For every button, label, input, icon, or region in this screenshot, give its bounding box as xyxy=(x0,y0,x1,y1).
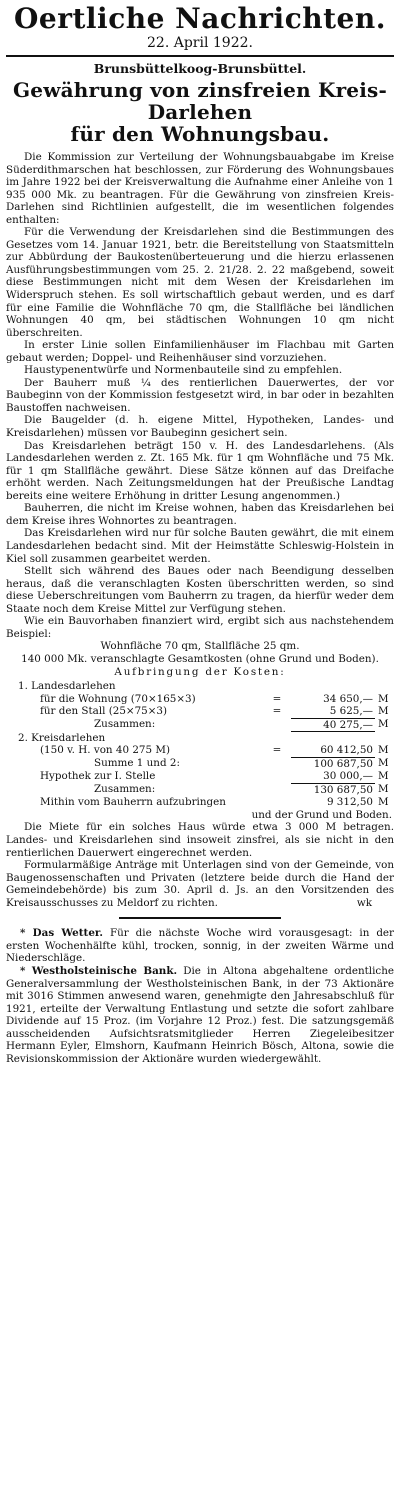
financing-value: 100 687,50 xyxy=(313,757,373,770)
financing-sign: = xyxy=(272,692,282,705)
note-text: Die in Altona abgehaltene ordentliche Generalversammlung der Westholsteinischen Bank, in der 73 Aktionäre mit 3016 Stimmen anwesend waren, genehmigte den Jahresabschluß für 1921, erteilte der Verwaltung Entlastung und setzte die sofort zahlbare Dividende auf 15 Proz. (im Vorjahre 12 Proz.) fest. Die satzungsgemäß ausscheidenden Aufsichtsratsmitglieder Herren Ziegeleibesitzer Hermann Eyler, Elmshorn, Kaufmann Heinrich Bösch, Altona, sowie die Revisionskommission der Aktionäre wurden wiedergewählt. xyxy=(6,964,395,1065)
issue-date: 22. April 1922. xyxy=(147,35,253,51)
financing-row xyxy=(6,796,394,809)
financing-row xyxy=(6,718,394,732)
financing-value xyxy=(291,680,375,693)
financing-sign xyxy=(263,680,291,693)
financing-sign xyxy=(263,732,291,745)
financing-row xyxy=(6,744,394,757)
paragraph: Das Kreisdarlehen beträgt 150 v. H. des Landesdarlehens. (Als Landesdarlehen werden z. Zt. 165 Mk. für 1 qm Wohnfläche und 75 Mk. für 1 qm Stallfläche gewährt. Diese Sätze können auf das Dreifache erhöht werden. Nach Zeitungsmeldungen hat der Preußische Landtag bereits eine weitere Erhöhung in dritter Lesung angenommen.) xyxy=(6,439,394,502)
financing-sign xyxy=(263,757,291,770)
financing-sign xyxy=(263,796,291,809)
example-cost-line: 140 000 Mk. veranschlagte Gesamtkosten (ohne Grund und Boden). xyxy=(21,652,379,665)
financing-row xyxy=(6,783,394,796)
paragraph: Die Miete für ein solches Haus würde etwa 3 000 M betragen. Landes- und Kreisdarlehen sind insoweit zinsfrei, als sie nicht in den rentierlichen Dauerwert eingerechnet werden. xyxy=(6,821,394,859)
financing-label: Zusammen: xyxy=(94,783,156,796)
financing-row xyxy=(6,693,394,706)
financing-label: Hypothek zur I. Stelle xyxy=(40,770,156,783)
paragraph: Stellt sich während des Baues oder nach Beendigung desselben heraus, daß die veranschlagten Kosten überschritten werden, so sind diese Ueberschreitungen vom Bauherrn zu tragen, da hierfür weder dem Staate noch dem Kreise Mittel zur Verfügung stehen. xyxy=(6,565,394,615)
currency-symbol: M xyxy=(378,770,389,783)
weather-note xyxy=(6,927,394,965)
financing-value: 30 000,— xyxy=(291,770,375,783)
currency-symbol: M xyxy=(378,705,389,718)
financing-value: 40 275,— xyxy=(291,718,375,732)
financing-row xyxy=(6,809,394,822)
paragraph: Haustypenentwürfe und Normenbauteile sind zu empfehlen. xyxy=(24,364,343,377)
headline-line-1: Gewährung von zinsfreien Kreis-Darlehen xyxy=(12,78,387,124)
currency-symbol: M xyxy=(378,757,389,770)
news-notes xyxy=(6,927,394,1065)
financing-label: 2. Kreisdarlehen xyxy=(18,731,106,744)
financing-label: Zusammen: xyxy=(94,718,156,731)
masthead: Oertliche Nachrichten. xyxy=(14,2,386,35)
headline-line-2: für den Wohnungsbau. xyxy=(70,122,330,146)
financing-value: 34 650,— xyxy=(323,692,373,705)
financing-value: 130 687,50 xyxy=(313,783,373,796)
note-lead: * Das Wetter. xyxy=(20,927,104,940)
financing-label: für den Stall (25×75×3) xyxy=(40,705,168,718)
article-headline xyxy=(6,79,394,145)
paragraph: Das Kreisdarlehen wird nur für solche Bauten gewährt, die mit einem Landesdarlehen bedacht sind. Mit der Heimstätte Schleswig-Holstein in Kiel soll zusammen gearbeitet werden. xyxy=(6,527,394,565)
paragraph xyxy=(6,859,394,909)
paragraph: Die Baugelder (d. h. eigene Mittel, Hypotheken, Landes- und Kreisdarlehen) müssen vor Baubeginn gesichert sein. xyxy=(6,414,394,440)
financing-label: Summe 1 und 2: xyxy=(94,757,180,770)
financing-value: 60 412,50 xyxy=(291,744,375,757)
paragraph-text: Formularmäßige Anträge mit Unterlagen sind von der Gemeinde, von Baugenossenschaften und Privaten (letztere beide durch die Hand der Gemeindebehörde) bis zum 30. April d. Js. an den Vorsitzenden des Kreisausschusses zu Meldorf zu richten. xyxy=(6,859,394,909)
currency-symbol xyxy=(375,680,394,693)
paragraph: Die Kommission zur Verteilung der Wohnungsbauabgabe im Kreise Süderdithmarschen hat beschlossen, zur Förderung des Wohnungsbaues im Jahre 1922 bei der Kreisverwaltung die Aufnahme einer Anleihe von 1 935 000 Mk. zu beantragen. Für die Gewährung von zinsfreien Kreis-Darlehen sind Richtlinien aufgestellt, die im wesentlichen folgendes enthalten: xyxy=(6,151,394,226)
divider xyxy=(6,55,394,57)
financing-example xyxy=(6,640,394,821)
financing-sign xyxy=(263,770,291,783)
financing-row xyxy=(6,732,394,745)
currency-symbol xyxy=(375,732,394,745)
financing-row xyxy=(6,705,394,718)
financing-label: Mithin vom Bauherrn aufzubringen xyxy=(40,796,226,809)
author-signature: wk xyxy=(356,896,372,909)
paragraph: Bauherren, die nicht im Kreise wohnen, haben das Kreisdarlehen bei dem Kreise ihres Wohnortes zu beantragen. xyxy=(6,502,394,527)
financing-sign xyxy=(263,718,291,732)
currency-symbol: M xyxy=(378,796,389,809)
bank-note xyxy=(6,965,394,1065)
note-text: Für die nächste Woche wird vorausgesagt: in der ersten Wochenhälfte kühl, trocken, sonnig, in der zweiten Wärme und Niederschläge. xyxy=(6,927,395,965)
article-closing xyxy=(6,821,394,909)
currency-symbol: M xyxy=(378,692,389,705)
financing-table xyxy=(6,680,394,822)
paragraph: In erster Linie sollen Einfamilienhäuser im Flachbau mit Garten gebaut werden; Doppel- und Reihenhäuser sind vorzuziehen. xyxy=(6,339,394,364)
financing-value: 9 312,50 xyxy=(326,796,373,809)
example-subhead: Aufbringung der Kosten: xyxy=(114,666,286,679)
financing-note: und der Grund und Boden. xyxy=(251,808,392,821)
financing-label: (150 v. H. von 40 275 M) xyxy=(40,744,170,757)
paragraph: Wie ein Bauvorhaben finanziert wird, ergibt sich aus nachstehendem Beispiel: xyxy=(6,615,394,640)
financing-label: für die Wohnung (70×165×3) xyxy=(40,692,196,705)
note-lead: * Westholsteinische Bank. xyxy=(20,964,178,977)
financing-row xyxy=(6,757,394,770)
paragraph: Für die Verwendung der Kreisdarlehen sind die Bestimmungen des Gesetzes vom 14. Januar 1921, betr. die Bereitstellung von Staatsmitteln zur Abbürdung der Baukostenüberteuerung und die hierzu erlassenen Ausführungsbestimmungen vom 25. 2. 21/28. 2. 22 maßgebend, soweit diese Bestimmungen nicht mit dem Wesen der Kreisdarlehen im Widerspruch stehen. Es soll wirtschaftlich gebaut werden, und es darf für eine Familie die Wohnfläche 70 qm, die Stallfläche bei ländlichen Wohnungen 40 qm, bei städtischen Wohnungen 10 qm nicht überschreiten. xyxy=(6,226,394,339)
financing-value xyxy=(291,732,375,745)
financing-row xyxy=(6,770,394,783)
financing-sign: = xyxy=(272,744,282,757)
currency-symbol: M xyxy=(378,744,389,757)
financing-sign xyxy=(263,783,291,796)
financing-value: 5 625,— xyxy=(291,705,375,718)
currency-symbol: M xyxy=(378,718,389,731)
financing-label: 1. Landesdarlehen xyxy=(18,679,116,692)
financing-sign: = xyxy=(272,705,282,718)
section-divider xyxy=(119,917,282,919)
article-body xyxy=(6,151,394,640)
example-area-line: Wohnfläche 70 qm, Stallfläche 25 qm. xyxy=(100,640,300,653)
location-heading: Brunsbüttelkoog-Brunsbüttel. xyxy=(93,61,307,76)
paragraph: Der Bauherr muß ¼ des rentierlichen Dauerwertes, der vor Baubeginn von der Kommission festgesetzt wird, in bar oder in bezahlten Baustoffen nachweisen. xyxy=(6,376,394,414)
financing-row xyxy=(6,680,394,693)
currency-symbol: M xyxy=(378,783,389,796)
